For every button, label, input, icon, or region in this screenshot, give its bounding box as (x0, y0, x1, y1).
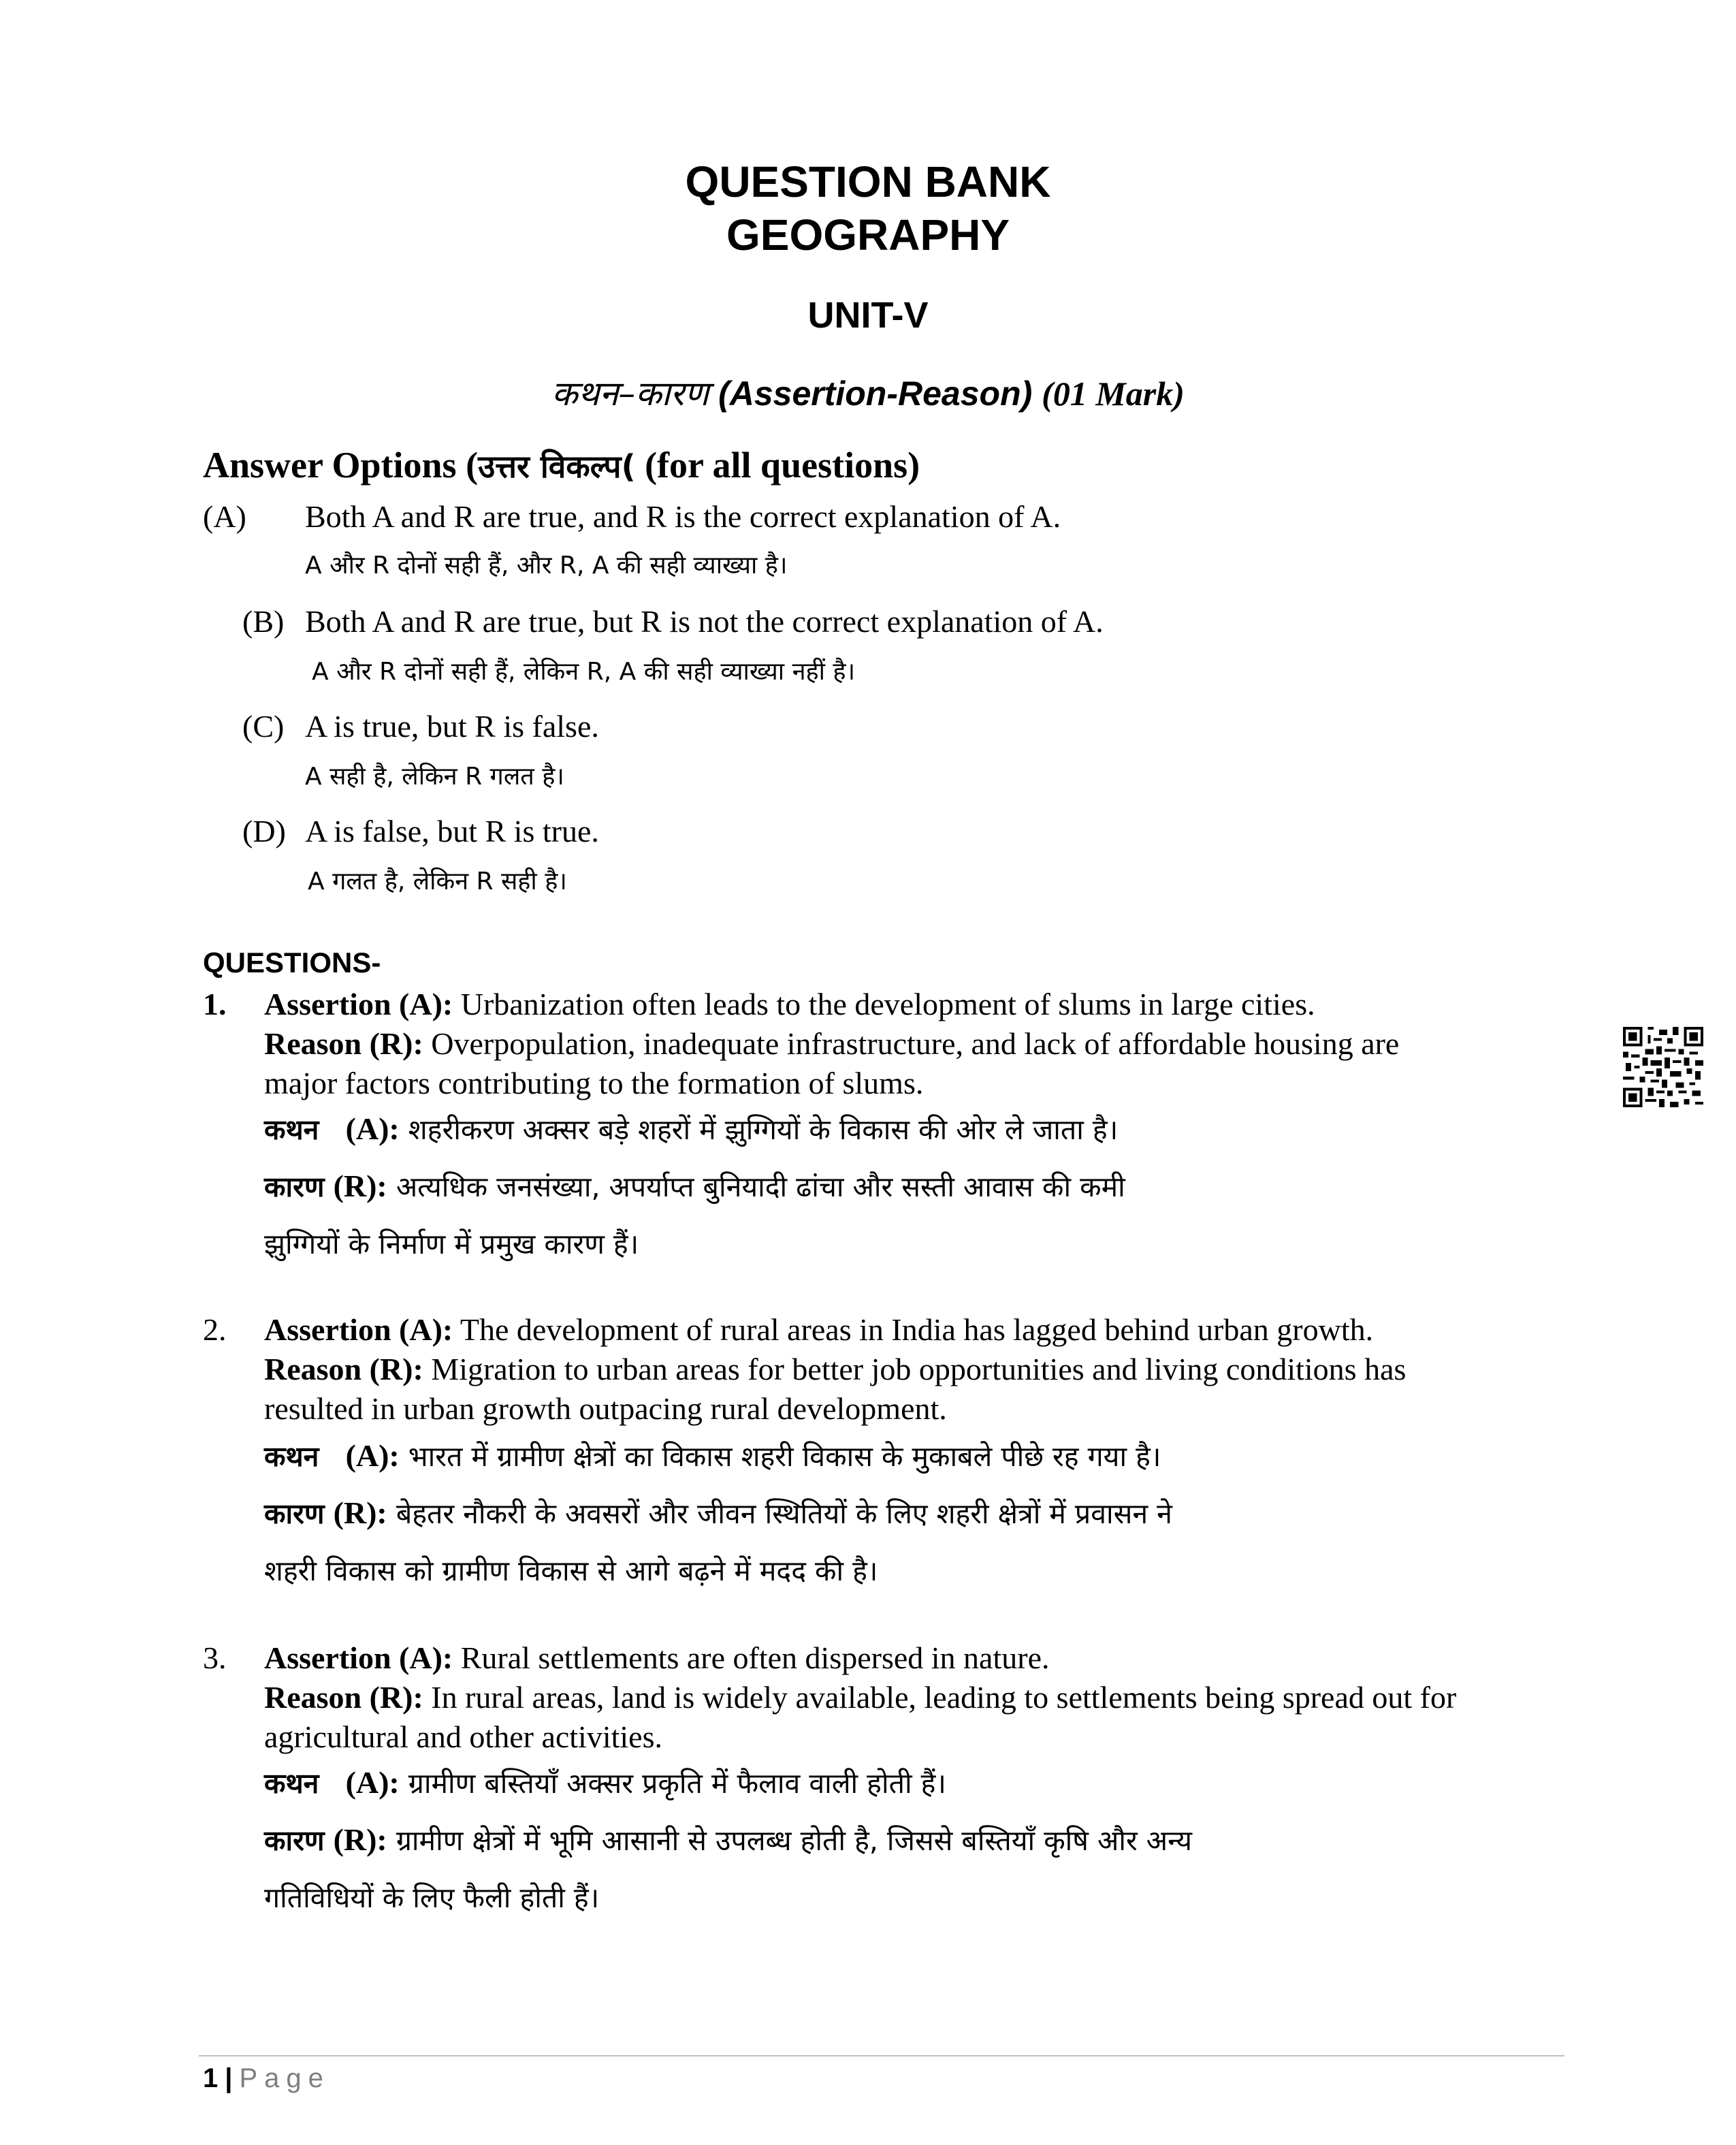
question-1-karan (264, 1167, 1125, 1205)
option-d (242, 813, 599, 849)
heading-en-part1: Answer Options ( (203, 445, 479, 486)
question-2-reason-cont: resulted in urban growth outpacing rural development. (264, 1391, 947, 1426)
unit-label: UNIT-V (807, 295, 929, 336)
footer-divider (199, 2055, 1564, 2056)
option-label: (A) (203, 499, 246, 534)
question-3-kathan (264, 1764, 946, 1802)
question-3-assertion (264, 1640, 1050, 1676)
option-label: (C) (242, 709, 285, 744)
karan-tag: (R): (333, 1822, 387, 1857)
question-1-assertion (264, 986, 1315, 1022)
reason-text: Overpopulation, inadequate infrastructure, and lack of affordable housing are (431, 1026, 1400, 1061)
karan-tag: (R): (333, 1495, 387, 1530)
karan-text: बेहतर नौकरी के अवसरों और जीवन स्थितियों के लिए शहरी क्षेत्रों में प्रवासन ने (396, 1497, 1172, 1530)
kathan-label: कथन (264, 1767, 319, 1800)
question-2-reason (264, 1351, 1406, 1387)
question-2-kathan (264, 1437, 1161, 1475)
option-text: A is true, but R is false. (305, 709, 599, 744)
page-label: Page (239, 2063, 330, 2093)
option-label: (D) (242, 814, 286, 848)
question-2-assertion (264, 1312, 1373, 1348)
karan-label: कारण (264, 1824, 325, 1857)
page-footer (203, 2063, 330, 2094)
option-b-hindi: A और R दोनों सही हैं, लेकिन R, A की सही व्याख्या नहीं है। (312, 658, 856, 686)
option-text: Both A and R are true, but R is not the correct explanation of A. (305, 604, 1104, 639)
question-number: 1. (203, 987, 227, 1021)
option-a (203, 498, 1061, 535)
option-label: (B) (242, 604, 285, 639)
question-number: 3. (203, 1640, 227, 1675)
option-d-hindi: A गलत है, लेकिन R सही है। (308, 868, 567, 895)
karan-text: ग्रामीण क्षेत्रों में भूमि आसानी से उपलब्ध होती है, जिससे बस्तियाँ कृषि और अन्य (396, 1824, 1192, 1857)
kathan-tag: (A): (345, 1438, 400, 1473)
section-title-hindi: कथन–कारण (551, 374, 709, 413)
footer-separator: | (225, 2063, 233, 2093)
kathan-tag: (A): (345, 1765, 400, 1800)
heading-hindi-part: उत्तर विकल्प( (478, 448, 636, 485)
karan-tag: (R): (333, 1169, 387, 1203)
heading-en-part2: (for all questions) (635, 445, 920, 486)
question-2-karan (264, 1494, 1172, 1532)
assertion-text: Rural settlements are often dispersed in nature. (460, 1640, 1050, 1675)
question-1-karan-cont: झुग्गियों के निर्माण में प्रमुख कारण हैं। (264, 1228, 639, 1260)
question-3-karan (264, 1821, 1192, 1859)
option-a-hindi: A और R दोनों सही हैं, और R, A की सही व्याख्या है। (305, 552, 788, 579)
kathan-label: कथन (264, 1440, 319, 1473)
karan-label: कारण (264, 1171, 325, 1203)
question-number: 2. (203, 1312, 227, 1347)
kathan-label: कथन (264, 1113, 319, 1146)
page-number: 1 (203, 2063, 219, 2093)
question-2-karan-cont: शहरी विकास को ग्रामीण विकास से आगे बढ़ने में मदद की है। (264, 1555, 878, 1587)
question-3-reason (264, 1679, 1456, 1715)
assertion-label: Assertion (A): (264, 1312, 453, 1347)
reason-text: Migration to urban areas for better job opportunities and living conditions has (431, 1352, 1407, 1386)
question-1-reason (264, 1026, 1399, 1062)
question-3-karan-cont: गतिविधियों के लिए फैली होती हैं। (264, 1881, 600, 1914)
option-b (242, 603, 1104, 639)
assertion-label: Assertion (A): (264, 1640, 453, 1675)
kathan-text: शहरीकरण अक्सर बड़े शहरों में झुग्गियों के विकास की ओर ले जाता है। (408, 1113, 1119, 1146)
reason-text: In rural areas, land is widely available, leading to settlements being spread out for (431, 1680, 1457, 1715)
question-1-reason-cont: major factors contributing to the formation of slums. (264, 1066, 924, 1100)
answer-options-heading (203, 444, 920, 487)
kathan-tag: (A): (345, 1111, 400, 1146)
doc-subject: GEOGRAPHY (726, 210, 1010, 259)
assertion-label: Assertion (A): (264, 987, 453, 1021)
option-c (242, 708, 599, 744)
option-c-hindi: A सही है, लेकिन R गलत है। (305, 763, 564, 791)
karan-text: अत्यधिक जनसंख्या, अपर्याप्त बुनियादी ढांचा और सस्ती आवास की कमी (396, 1171, 1125, 1203)
doc-title: QUESTION BANK (685, 157, 1051, 206)
reason-label: Reason (R): (264, 1026, 423, 1061)
section-title (0, 369, 1736, 415)
section-title-marks: (01 Mark) (1042, 375, 1185, 413)
kathan-text: ग्रामीण बस्तियाँ अक्सर प्रकृति में फैलाव वाली होती हैं। (408, 1767, 946, 1800)
option-text: Both A and R are true, and R is the correct explanation of A. (305, 499, 1061, 534)
assertion-text: The development of rural areas in India has lagged behind urban growth. (460, 1312, 1374, 1347)
reason-label: Reason (R): (264, 1680, 423, 1715)
option-text: A is false, but R is true. (305, 814, 599, 848)
question-1-kathan (264, 1110, 1118, 1148)
karan-label: कारण (264, 1497, 325, 1530)
qr-code (1623, 1027, 1703, 1107)
reason-label: Reason (R): (264, 1352, 423, 1386)
questions-heading: QUESTIONS- (203, 947, 381, 979)
question-3-reason-cont: agricultural and other activities. (264, 1719, 662, 1754)
kathan-text: भारत में ग्रामीण क्षेत्रों का विकास शहरी विकास के मुकाबले पीछे रह गया है। (408, 1440, 1161, 1473)
assertion-text: Urbanization often leads to the development of slums in large cities. (460, 987, 1315, 1021)
section-title-english: (Assertion-Reason) (718, 375, 1033, 413)
